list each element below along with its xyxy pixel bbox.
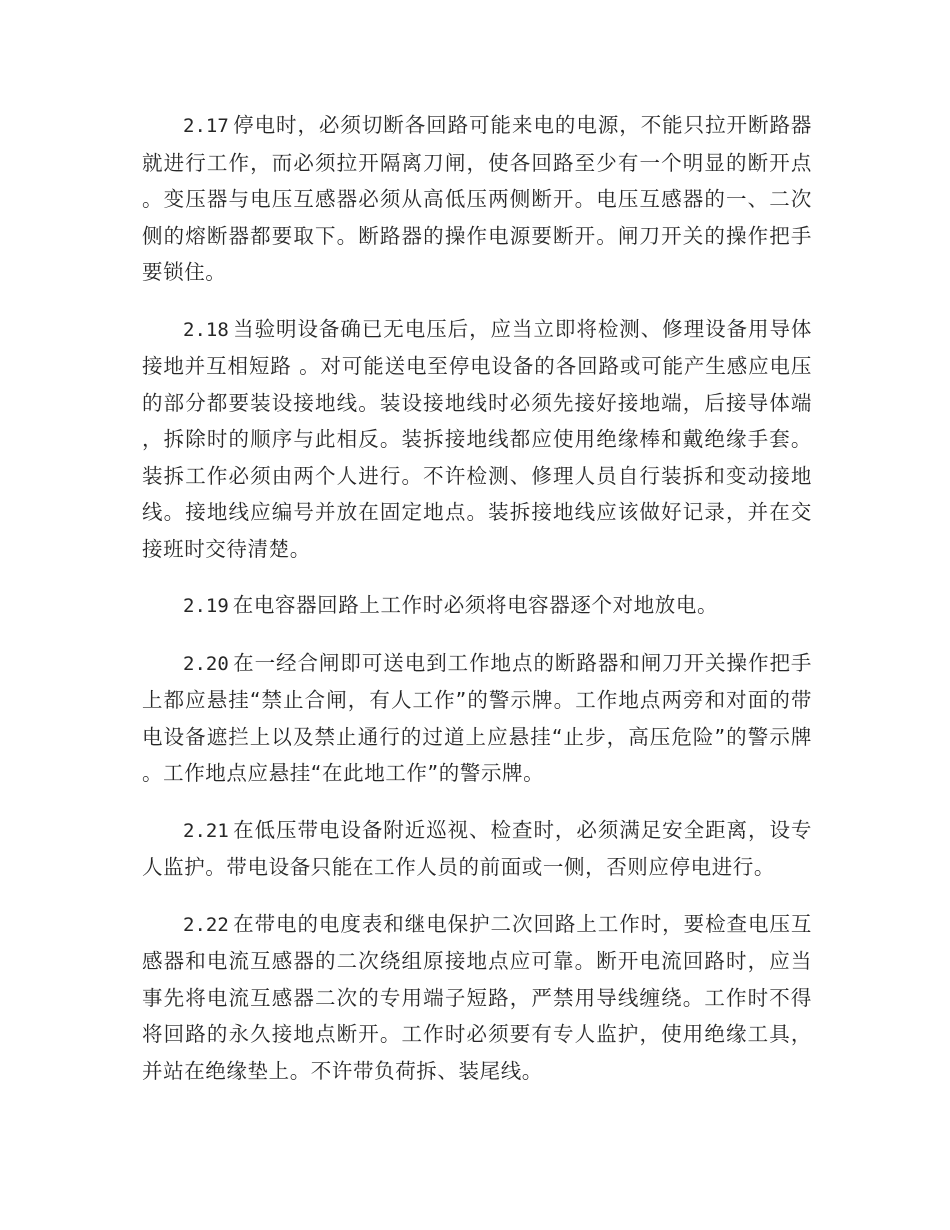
clause-2-22 — [142, 906, 812, 1090]
clause-text: 在带电的电度表和继电保护二次回路上工作时，要检查电压互感器和电流互感器的二次绕组原接地点应可靠。断开电流回路时，应当事先将电流互感器二次的专用端子短路，严禁用导线缠绕。工作时不得将回路的永久接地点断开。工作时必须要有专人监护，使用绝缘工具，并站在绝缘垫上。不许带负荷拆、装尾线。 — [142, 911, 812, 1083]
clause-2-21 — [142, 812, 812, 886]
clause-number: 2.22 — [183, 913, 229, 936]
clause-text: 在低压带电设备附近巡视、检查时，必须满足安全距离，设专人监护。带电设备只能在工作人员的前面或一侧，否则应停电进行。 — [142, 817, 812, 879]
clause-text: 停电时，必须切断各回路可能来电的电源，不能只拉开断路器就进行工作，而必须拉开隔离刀闸，使各回路至少有一个明显的断开点。变压器与电压互感器必须从高低压两侧断开。电压互感器的一、二次侧的熔断器都要取下。断路器的操作电源要断开。闸刀开关的操作把手要锁住。 — [142, 113, 812, 284]
clause-text: 在电容器回路上工作时必须将电容器逐个对地放电。 — [232, 593, 719, 617]
clause-number: 2.21 — [183, 819, 229, 842]
clause-number: 2.20 — [183, 652, 229, 675]
document-body — [142, 107, 812, 1109]
clause-number: 2.17 — [183, 115, 229, 137]
clause-text: 当验明设备确已无电压后，应当立即将检测、修理设备用导体接地并互相短路 。对可能送电至停电设备的各回路或可能产生感应电压的部分都要装设接地线。装设接地线时必须先接好接地端，后接导体端，拆除时的顺序与此相反。装拆接地线都应使用绝缘棒和戴绝缘手套。装拆工作必须由两个人进行。不许检测、修理人员自行装拆和变动接地线。接地线应编号并放在固定地点。装拆接地线应该做好记录，并在交接班时交待清楚。 — [142, 316, 812, 561]
clause-text: 在一经合闸即可送电到工作地点的断路器和闸刀开关操作把手上都应悬挂“禁止合闸，有人工作”的警示牌。工作地点两旁和对面的带电设备遮拦上以及禁止通行的过道上应悬挂“止步，高压危险”的警示牌。工作地点应悬挂“在此地工作”的警示牌。 — [142, 650, 812, 785]
clause-number: 2.18 — [183, 318, 229, 341]
clause-2-20 — [142, 645, 812, 792]
clause-2-19 — [142, 587, 812, 625]
clause-2-18 — [142, 311, 812, 568]
clause-2-17 — [142, 107, 812, 291]
clause-number: 2.19 — [183, 595, 229, 617]
